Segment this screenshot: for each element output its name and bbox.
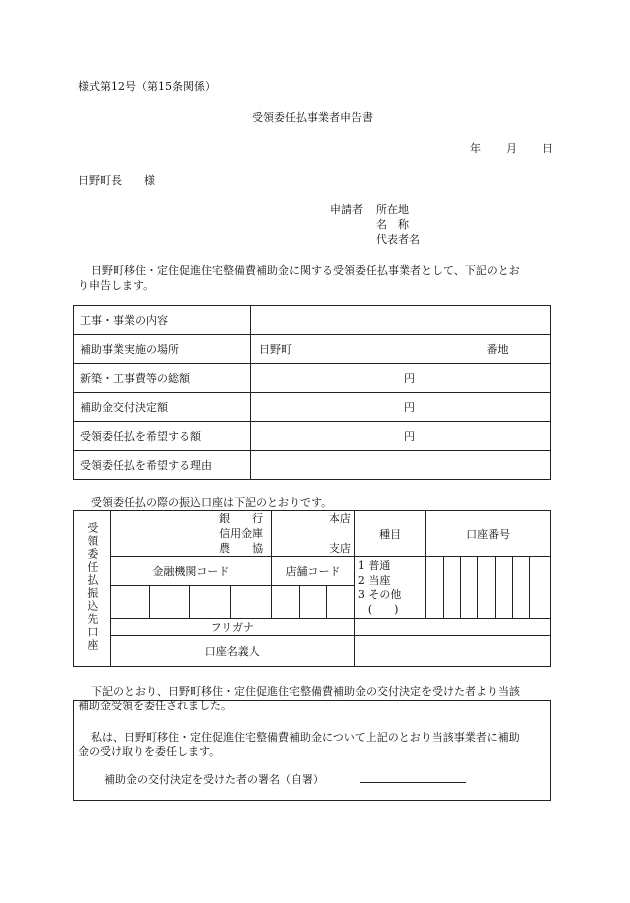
account-digit[interactable]	[478, 557, 495, 619]
kind-other-paren: ( )	[367, 602, 399, 616]
account-holder-label: 口座名義人	[110, 636, 354, 667]
row-label: 受領委任払を希望する理由	[74, 451, 251, 480]
location-lot[interactable]: 番地	[445, 335, 550, 364]
location-town[interactable]: 日野町	[251, 335, 446, 364]
delegation-line-1: 下記のとおり、日野町移住・定住促進住宅整備費補助金の交付決定を受けた者より当該	[91, 685, 520, 698]
row-label: 受領委任払を希望する額	[74, 422, 251, 451]
furigana-field[interactable]	[354, 619, 550, 636]
bank-type-cell[interactable]	[110, 511, 271, 557]
kind-header: 種目	[354, 511, 425, 557]
applicant-name: 名 称	[376, 218, 409, 231]
intro-line-1: 日野町移住・定住促進住宅整備費補助金に関する受領委任払事業者として、下記のとお	[91, 264, 520, 277]
signature-label: 補助金の交付決定を受けた者の署名（自署）	[104, 773, 324, 786]
table-row	[74, 306, 551, 335]
row-label: 新築・工事費等の総額	[74, 364, 251, 393]
table-row	[74, 393, 551, 422]
account-digit[interactable]	[461, 557, 478, 619]
bank-code-digit[interactable]	[190, 586, 231, 619]
applicant-label: 申請者	[330, 203, 363, 216]
bank-code-digit[interactable]	[110, 586, 149, 619]
account-holder-field[interactable]	[354, 636, 550, 667]
furigana-label: フリガナ	[110, 619, 354, 636]
row-label: 補助金交付決定額	[74, 393, 251, 422]
account-digit[interactable]	[426, 557, 443, 619]
signature-line[interactable]	[360, 782, 466, 783]
account-digit[interactable]	[443, 557, 460, 619]
bank-table	[73, 510, 551, 667]
bank-note: 受領委任払の際の振込口座は下記のとおりです。	[91, 496, 333, 509]
applicant-representative: 代表者名	[376, 233, 420, 246]
reason-field[interactable]	[251, 451, 551, 480]
bank-code-label: 金融機関コード	[110, 557, 271, 586]
table-row	[74, 422, 551, 451]
account-digit[interactable]	[513, 557, 530, 619]
account-digit[interactable]	[495, 557, 512, 619]
consent-line-2: 金の受け取りを委任します。	[78, 745, 221, 758]
branch-code-label: 店舗コード	[272, 557, 355, 586]
application-table	[73, 305, 551, 480]
branch-code-digit[interactable]	[299, 586, 327, 619]
date-day: 日	[542, 142, 553, 155]
applicant-address: 所在地	[376, 203, 409, 216]
bank-type: 銀 行	[219, 512, 264, 525]
row-value[interactable]	[251, 306, 551, 335]
account-digit[interactable]	[530, 557, 551, 619]
branch-code-digit[interactable]	[272, 586, 300, 619]
table-row	[74, 364, 551, 393]
row-label: 補助事業実施の場所	[74, 335, 251, 364]
intro-line-2: り申告します。	[78, 279, 155, 292]
bank-code-digit[interactable]	[231, 586, 272, 619]
row-label: 工事・事業の内容	[74, 306, 251, 335]
consent-line-1: 私は、日野町移住・定住促進住宅整備費補助金について上記のとおり当該事業者に補助	[91, 731, 520, 744]
kind-option[interactable]: 3 その他	[357, 588, 402, 601]
date-year: 年	[470, 142, 481, 155]
kind-option[interactable]: 1 普通	[357, 559, 391, 572]
date-month: 月	[506, 142, 517, 155]
addressee: 日野町長 様	[78, 174, 155, 187]
consent-box	[73, 700, 551, 801]
bank-code-digit[interactable]	[149, 586, 190, 619]
bank-type: 農 協	[219, 542, 264, 555]
branch-main: 本店	[328, 512, 351, 525]
form-title: 受領委任払事業者申告書	[252, 111, 373, 124]
kind-option[interactable]: 2 当座	[357, 573, 391, 587]
requested-amount-field[interactable]: 円	[251, 422, 551, 451]
account-number-header: 口座番号	[426, 511, 551, 557]
branch-cell[interactable]	[272, 511, 355, 557]
table-row	[74, 335, 551, 364]
branch-sub: 支店	[328, 542, 351, 555]
account-side-label: 受領委任払振込先口座	[85, 522, 99, 652]
account-kind-cell[interactable]	[354, 557, 425, 619]
grant-amount-field[interactable]: 円	[251, 393, 551, 422]
form-number: 様式第12号（第15条関係）	[78, 80, 216, 93]
bank-type: 信用金庫	[219, 527, 264, 540]
total-cost-field[interactable]: 円	[251, 364, 551, 393]
account-side-label-cell	[74, 511, 111, 667]
branch-code-digit[interactable]	[327, 586, 355, 619]
table-row	[74, 451, 551, 480]
delegation-line-2: 補助金受領を委任されました。	[78, 699, 232, 712]
